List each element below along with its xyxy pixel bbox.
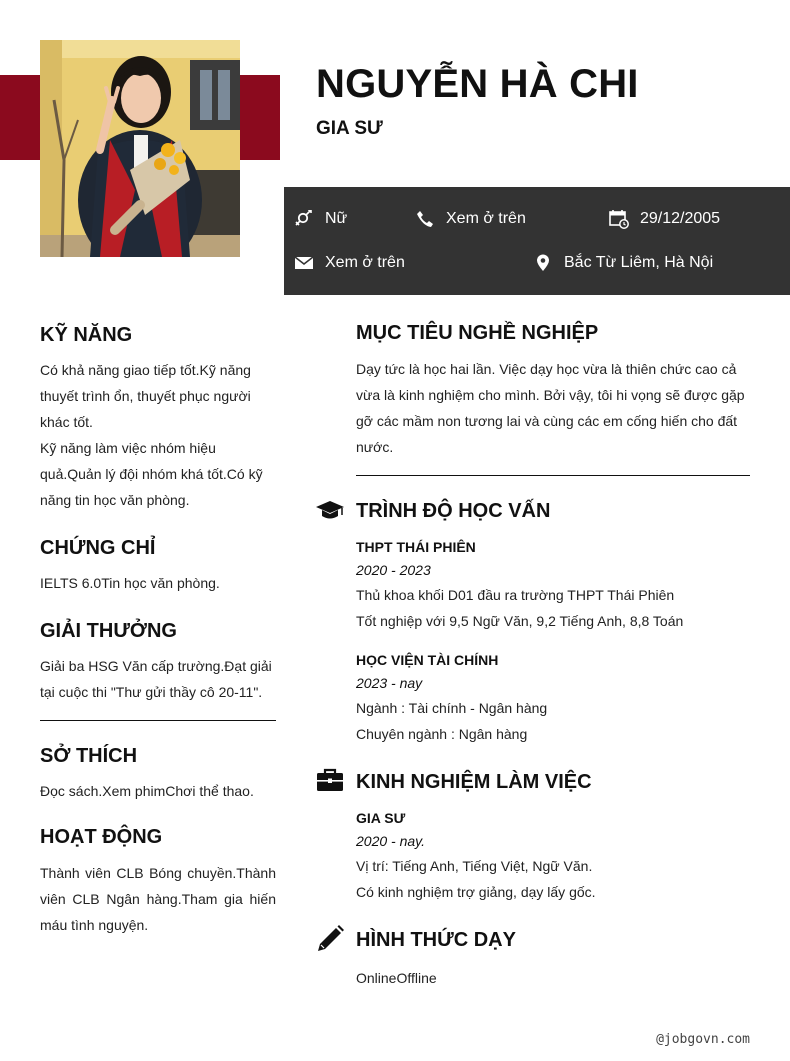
objective-line: Dạy tức là học hai lần. Việc dạy học vừa là thiên chức cao cả	[356, 361, 737, 377]
education-detail: Tốt nghiệp với 9,5 Ngữ Văn, 9,2 Tiếng Anh, 8,8 Toán	[356, 613, 684, 629]
left-divider	[40, 720, 276, 721]
experience-detail: Vị trí: Tiếng Anh, Tiếng Việt, Ngữ Văn.	[356, 858, 593, 874]
envelope-icon	[294, 253, 314, 273]
awards-line: tại cuộc thi "Thư gửi thầy cô 20-11".	[40, 684, 263, 700]
gender-icon	[294, 209, 314, 229]
info-phone-value: Xem ở trên	[446, 210, 526, 227]
education-detail: Ngành : Tài chính - Ngân hàng	[356, 700, 548, 716]
skills-text	[40, 357, 276, 513]
info-address	[533, 253, 713, 273]
objective-line: vừa là kinh nghiệm cho mình. Bởi vậy, tôi hi vọng sẽ được gặp	[356, 387, 745, 403]
info-gender-value: Nữ	[325, 210, 348, 227]
education-period: 2020 - 2023	[356, 562, 431, 578]
objective-line: nước.	[356, 439, 394, 455]
experience-title: KINH NGHIỆM LÀM VIỆC	[356, 771, 592, 793]
skills-line: Kỹ năng làm việc nhóm hiệu	[40, 440, 216, 456]
info-email	[294, 253, 405, 273]
skills-line: thuyết trình ổn, thuyết phục người	[40, 388, 251, 404]
candidate-name: NGUYỄN HÀ CHI	[316, 62, 639, 106]
pencil-icon	[315, 924, 345, 954]
info-birthday-value: 29/12/2005	[640, 210, 721, 227]
education-title: TRÌNH ĐỘ HỌC VẤN	[356, 500, 551, 522]
profile-photo	[40, 40, 240, 257]
skills-title: KỸ NĂNG	[40, 324, 133, 346]
skills-line: năng tin học văn phòng.	[40, 492, 190, 508]
briefcase-icon	[315, 765, 345, 795]
experience-detail: Có kinh nghiệm trợ giảng, dạy lấy gốc.	[356, 884, 596, 900]
objective-title: MỤC TIÊU NGHỀ NGHIỆP	[356, 322, 599, 344]
activities-title: HOẠT ĐỘNG	[40, 826, 163, 848]
skills-line: quả.Quản lý đội nhóm khá tốt.Có kỹ	[40, 466, 263, 482]
info-email-value: Xem ở trên	[325, 254, 405, 271]
info-gender	[294, 209, 347, 229]
education-school: HỌC VIỆN TÀI CHÍNH	[356, 652, 499, 668]
experience-period: 2020 - nay.	[356, 833, 426, 849]
objective-line: gỡ các mầm non tương lai và cùng các em cống hiến cho đất	[356, 413, 738, 429]
phone-icon	[415, 209, 435, 229]
experience-role: GIA SƯ	[356, 810, 406, 826]
certificates-text: IELTS 6.0Tin học văn phòng.	[40, 575, 220, 591]
awards-line: Giải ba HSG Văn cấp trường.Đạt giải	[40, 658, 272, 674]
info-address-value: Bắc Từ Liêm, Hà Nội	[564, 254, 714, 271]
skills-line: khác tốt.	[40, 414, 93, 430]
objective-text	[356, 356, 750, 460]
awards-text	[40, 653, 276, 705]
objective-divider	[356, 475, 750, 476]
teaching-text: OnlineOffline	[356, 970, 437, 986]
job-title: GIA SƯ	[316, 118, 383, 139]
info-birthday	[609, 209, 720, 229]
teaching-title: HÌNH THỨC DẠY	[356, 929, 516, 951]
info-phone	[415, 209, 526, 229]
certificates-title: CHỨNG CHỈ	[40, 537, 156, 559]
hobbies-title: SỞ THÍCH	[40, 745, 138, 767]
education-detail: Thủ khoa khối D01 đầu ra trường THPT Thái Phiên	[356, 587, 675, 603]
graduation-cap-icon	[315, 496, 345, 526]
awards-title: GIẢI THƯỞNG	[40, 620, 177, 642]
skills-line: Có khả năng giao tiếp tốt.Kỹ năng	[40, 362, 251, 378]
watermark: @jobgovn.com	[656, 1032, 750, 1047]
hobbies-text: Đọc sách.Xem phimChơi thể thao.	[40, 783, 254, 799]
activities-text: Thành viên CLB Bóng chuyền.Thành viên CLB Ngân hàng.Tham gia hiến máu tình nguyện.	[40, 865, 276, 933]
map-pin-icon	[533, 253, 553, 273]
calendar-icon	[609, 209, 629, 229]
personal-info-box	[284, 187, 790, 295]
education-detail: Chuyên ngành : Ngân hàng	[356, 726, 528, 742]
education-school: THPT THÁI PHIÊN	[356, 539, 476, 555]
education-period: 2023 - nay	[356, 675, 423, 691]
